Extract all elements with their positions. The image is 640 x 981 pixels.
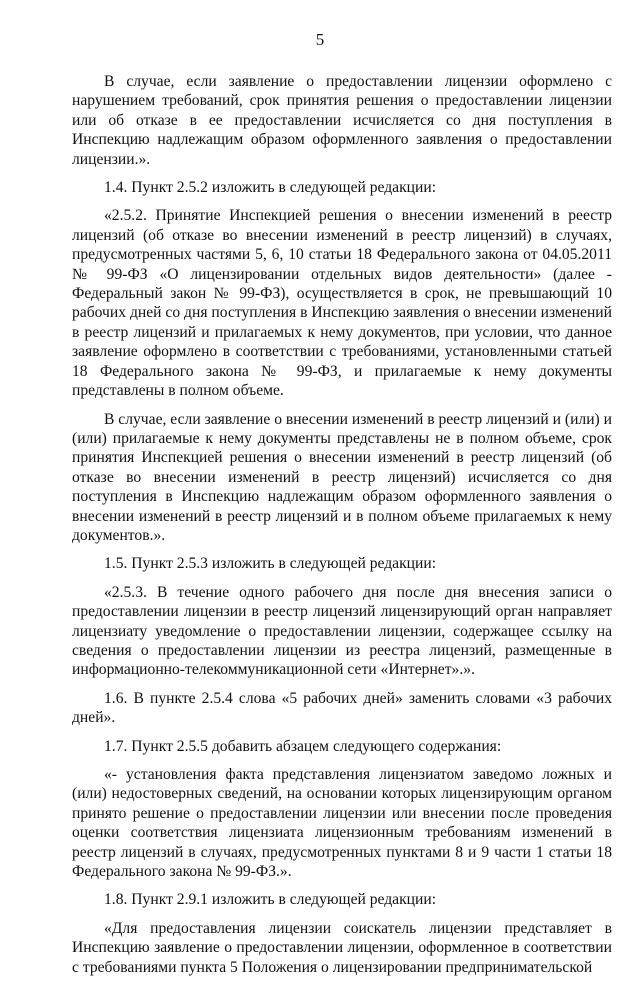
paragraph-8: 1.7. Пункт 2.5.5 добавить абзацем следующего содержания:: [104, 737, 502, 755]
paragraph-7: 1.6. В пункте 2.5.4 слова «5 рабочих дней» заменить словами «3 рабочих дней».: [72, 689, 612, 727]
page-number: 5: [315, 30, 325, 49]
document-body: [72, 72, 612, 981]
paragraph-5: 1.5. Пункт 2.5.3 изложить в следующей редакции:: [104, 555, 437, 573]
paragraph-1: В случае, если заявление о предоставлении лицензии оформлено с нарушением требований, срок принятия решения о предоставлении лицензии или об отказе в ее предоставлении исчисляется со дня поступления в Инспекцию надлежащим образом оформленного заявления о предоставлении лицензии.».: [72, 73, 612, 168]
paragraph-6: «2.5.3. В течение одного рабочего дня после дня внесения записи о предоставлении лицензии в реестр лицензий лицензирующий орган направляет лицензиату уведомление о предоставлении лицензии, содержащее ссылку на сведения о предоставлении лицензии из реестра лицензий, размещенные в информационно-телекоммуникационной сети «Интернет».».: [72, 583, 612, 679]
paragraph-11: «Для предоставления лицензии соискатель лицензии представляет в Инспекцию заявление о предоставлении лицензии, оформленное в соответствии с требованиями пункта 5 Положения о лицензировании предпринимательской: [72, 919, 612, 976]
paragraph-10: 1.8. Пункт 2.9.1 изложить в следующей редакции:: [104, 891, 437, 909]
paragraph-2: 1.4. Пункт 2.5.2 изложить в следующей редакции:: [104, 179, 437, 197]
paragraph-3: «2.5.2. Принятие Инспекцией решения о внесении изменений в реестр лицензий (об отказе во внесении изменений в реестр лицензий) в случаях, предусмотренных частями 5, 6, 10 статьи 18 Федерального закона от 04.05.2011 № 99-ФЗ «О лицензировании отдельных видов деятельности» (далее - Федеральный закон № 99-ФЗ), осуществляется в срок, не превышающий 10 рабочих дней со дня поступления в Инспекцию заявления о внесении изменений в реестр лицензий и прилагаемых к нему документов, при условии, что данное заявление оформлено в соответствии с требованиями, установленными статьей 18 Федерального закона № 99-ФЗ, и прилагаемые к нему документы представлены в полном объеме.: [72, 207, 612, 400]
paragraph-9: «- установления факта представления лицензиатом заведомо ложных и (или) недостоверных сведений, на основании которых лицензирующим органом принято решение о предоставлении лицензии или внесении после проведения оценки соответствия лицензиата лицензионным требованиям изменений в реестр лицензий в случаях, предусмотренных пунктами 8 и 9 части 1 статьи 18 Федерального закона № 99-ФЗ.».: [72, 766, 612, 881]
paragraph-4: В случае, если заявление о внесении изменений в реестр лицензий и (или) и (или) прилагаемые к нему документы представлены не в полном объеме, срок принятия Инспекцией решения о внесении изменений в реестр лицензий (об отказе во внесении изменений в реестр лицензий) исчисляется со дня поступления в Инспекцию надлежащим образом оформленного заявления о внесении изменений в реестр лицензий и в полном объеме прилагаемых к нему документов.».: [72, 410, 612, 544]
